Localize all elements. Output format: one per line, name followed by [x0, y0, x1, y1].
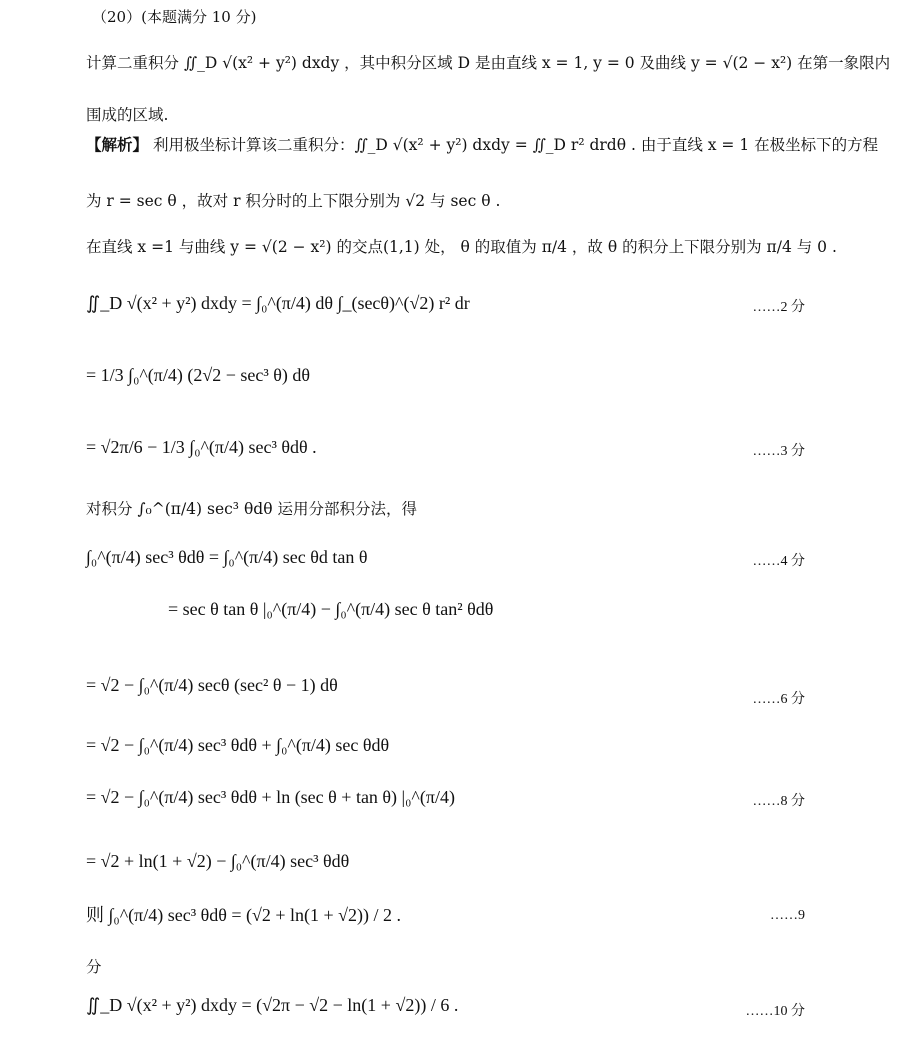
- equation-7: = √2 − ∫₀^(π/4) sec³ θdθ + ∫₀^(π/4) sec θdθ: [86, 735, 390, 755]
- solution-sentence-1: 利用极坐标计算该二重积分：∬_D √(x² + y²) dxdy = ∬_D r² drdθ . 由于直线 x = 1 在极坐标下的方程: [152, 136, 879, 154]
- score-mark-6: ……6 分: [752, 692, 805, 707]
- score-mark-4: ……4 分: [752, 554, 805, 569]
- equation-5: = sec θ tan θ |₀^(π/4) − ∫₀^(π/4) sec θ tan² θdθ: [168, 599, 494, 619]
- equation-8: = √2 − ∫₀^(π/4) sec³ θdθ + ln (sec θ + tan θ) |₀^(π/4): [86, 787, 455, 807]
- score-mark-10: ……10 分: [745, 1004, 805, 1019]
- score-mark-9-unit: 分: [86, 958, 102, 976]
- solution-sentence-4: 对积分 ∫₀^(π/4) sec³ θdθ 运用分部积分法，得: [86, 500, 417, 518]
- problem-statement-line1: 计算二重积分 ∬_D √(x² + y²) dxdy ，其中积分区域 D 是由直线 x = 1, y = 0 及曲线 y = √(2 − x²) 在第一象限内: [86, 54, 891, 72]
- solution-sentence-2: 为 r = sec θ ，故对 r 积分时的上下限分别为 √2 与 sec θ .: [86, 192, 501, 210]
- equation-11: ∬_D √(x² + y²) dxdy = (√2π − √2 − ln(1 + √2)) / 6 .: [86, 995, 459, 1015]
- score-mark-2: ……2 分: [752, 300, 805, 315]
- solution-sentence-3: 在直线 x =1 与曲线 y = √(2 − x²) 的交点(1,1) 处， θ 的取值为 π/4 ，故 θ 的积分上下限分别为 π/4 与 0 .: [86, 238, 837, 256]
- equation-6: = √2 − ∫₀^(π/4) secθ (sec² θ − 1) dθ: [86, 675, 338, 695]
- equation-1: ∬_D √(x² + y²) dxdy = ∫₀^(π/4) dθ ∫_(secθ)^(√2) r² dr: [86, 293, 470, 313]
- equation-2: = 1/3 ∫₀^(π/4) (2√2 − sec³ θ) dθ: [86, 365, 311, 385]
- score-mark-8: ……8 分: [752, 794, 805, 809]
- score-mark-3: ……3 分: [752, 444, 805, 459]
- problem-header: （20）(本题满分 10 分): [92, 8, 257, 26]
- equation-9: = √2 + ln(1 + √2) − ∫₀^(π/4) sec³ θdθ: [86, 851, 350, 871]
- equation-10: 则 ∫₀^(π/4) sec³ θdθ = (√2 + ln(1 + √2)) / 2 .: [86, 905, 402, 925]
- problem-statement-line2: 围成的区域.: [86, 106, 169, 124]
- equation-3: = √2π/6 − 1/3 ∫₀^(π/4) sec³ θdθ .: [86, 437, 317, 457]
- solution-label: 【解析】: [86, 135, 149, 154]
- solution-intro: [86, 134, 880, 156]
- score-mark-9: ……9: [770, 908, 805, 923]
- equation-4: ∫₀^(π/4) sec³ θdθ = ∫₀^(π/4) sec θd tan θ: [86, 547, 368, 567]
